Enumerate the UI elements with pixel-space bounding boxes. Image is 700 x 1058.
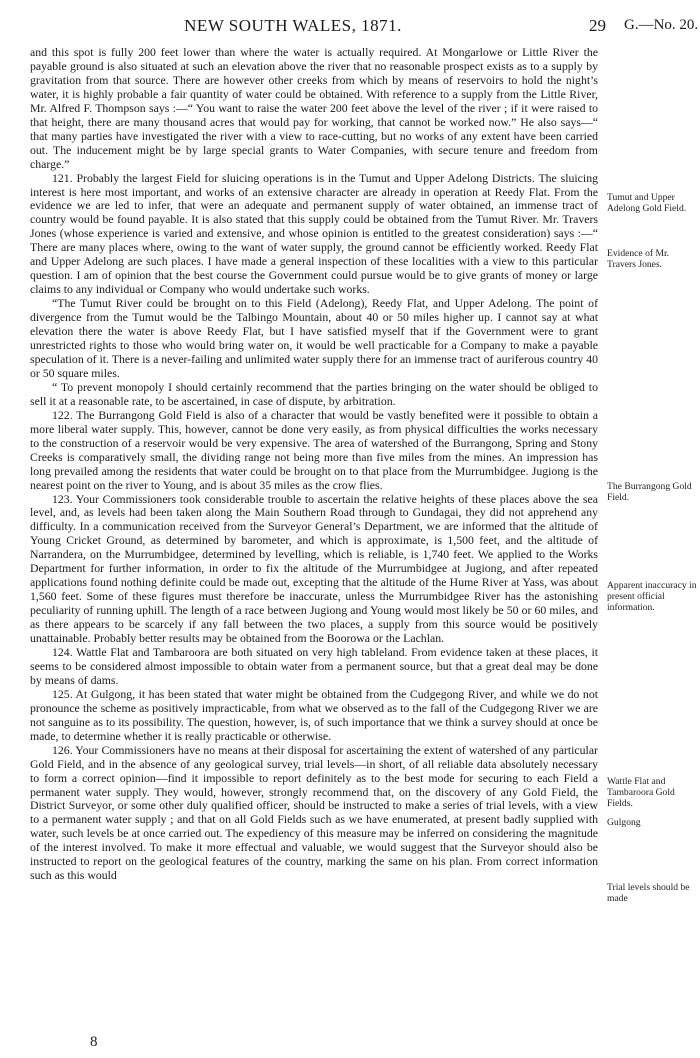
- paragraph-123: 123. Your Commissioners took considerable trouble to ascertain the relative heights of these places above the sea level, and, as levels had been taken along the Main Southern Road through to Gundagai, they did not apprehend any difficulty. In a communication received from the Surveyor General’s Department, we are informed that the altitude of Young Cricket Ground, as determined by barometer, and which is approximate, is 1,500 feet, and the altitude of Narrandera, on the Murrumbidgee, determined by levelling, which is reliable, is 1,740 feet. We applied to the Works Department for further information, in order to fix the altitude of the Murrumbidgee at Jugiong, and after repeated applications found nothing definite could be made out, excepting that the altitude of the Hume River at Yass, was about 1,560 feet. Some of these figures must therefore be inaccurate, unless the Murrumbidgee River has the astonishing peculiarity of running uphill. The length of a race between Jugiong and Young would most likely be 50 or 60 miles, and as there appears to be scarcely if any fall between the two places, a supply from this source would be positively unattainable. Probably better results may be obtained from the Boorowa or the Lachlan.: [30, 491, 598, 646]
- session-paper-number: G.—No. 20.: [624, 17, 699, 33]
- page-header: [0, 0, 700, 40]
- page-number: 29: [589, 16, 606, 35]
- paragraph-121: 121. Probably the largest Field for sluicing operations is in the Tumut and Upper Adelong Districts. The sluicing interest is here most important, and works of an extensive character are already in operation at Reedy Flat. From the evidence we are led to infer, that were an adequate and permanent supply of water obtained, an immense tract of country would be found payable. It is also stated that this supply could be obtained from the Tumut River. Mr. Travers Jones (whose experience is varied and extensive, and whose opinion is entitled to the greatest consideration) says :—“ There are many places where, owing to the want of water supply, the ground cannot be efficiently worked. Reedy Flat and Upper Adelong are such places. I have made a general inspection of these localities with a view to this particular question. I am of opinion that the best course the Government could pursue would be to give grants of money or large claims to any individual or Company who would undertake such works.: [30, 170, 598, 297]
- sidenote-gulgong: Gulgong: [607, 817, 641, 828]
- printer-signature-mark: 8: [90, 1034, 98, 1050]
- running-title: NEW SOUTH WALES, 1871.: [184, 16, 402, 35]
- paragraph-126: 126. Your Commissioners have no means at their disposal for ascertaining the extent of watershed of any particular Gold Field, and in the absence of any geological survey, trial levels—in short, of all reliable data absolutely necessary to form a correct opinion—find it impossible to report definitely as to the best mode for securing to each Field a permanent water supply. They would, however, strongly recommend that, on the discovery of any Gold Field, the District Surveyor, or some other duly qualified officer, should be instructed to make a series of trial levels, with a view to a permanent water supply ; and that on all Gold Fields such as we have enumerated, at present badly supplied with water, such levels be at once carried out. The expediency of this measure may be inferred on considering the magnitude of the interest involved. To make it more effectual and valuable, we would suggest that the Surveyor should also be instructed to report on the geological features of the country, marking the same on his plan. From correct information such as this would: [30, 742, 598, 883]
- paragraph-121-quote-2: “ To prevent monopoly I should certainly recommend that the parties bringing on the water should be obliged to sell it at a reasonable rate, to be ascertained, in case of dispute, by arbitration.: [30, 379, 598, 408]
- sidenote-burrangong: The Burrangong Gold Field.: [607, 481, 692, 503]
- report-body: [30, 46, 598, 883]
- sidenote-travers-jones: Evidence of Mr. Travers Jones.: [607, 248, 670, 270]
- sidenote-tumut-upper-adelong: Tumut and Upper Adelong Gold Field.: [607, 192, 687, 214]
- paragraph-122: 122. The Burrangong Gold Field is also of a character that would be vastly benefited were it possible to obtain a more liberal water supply. This, however, cannot be done very easily, as from physical difficulties the works necessary to the construction of a reservoir would be very expensive. The area of watershed of the Burrangong, Spring and Stony Creeks is comparatively small, the dividing range not being more than five miles from the mines. An impression has long prevailed among the residents that water could be brought on to that place from the Murrumbidgee. Jugiong is the nearest point on the river to Young, and is about 35 miles as the crow flies.: [30, 407, 598, 492]
- paragraph-125: 125. At Gulgong, it has been stated that water might be obtained from the Cudgegong River, and while we do not pronounce the scheme as positively impracticable, from what we observed as to the fall of the Cudgegong River we are not sanguine as to its possibility. The question, however, is, of such importance that we think a survey should at once be made, to determine whether it is really practicable or otherwise.: [30, 686, 598, 743]
- paragraph-120-continued: and this spot is fully 200 feet lower than where the water is actually required. At Mongarlowe or Little River the payable ground is also situated at such an elevation above the river that no reasonable prospect exists as to a supply by gravitation from that source. There are however other creeks from which by means of reservoirs to hold the night’s water, it is highly probable a fair quantity of water could be obtained. With reference to a supply from the Little River, Mr. Alfred F. Thompson says :—“ You want to raise the water 200 feet above the level of the river ; if it were raised to that height, there are many thousand acres that would pay for working, that cannot be worked now.” He also says—“ that many parties have investigated the river with a view to race-cutting, but no works of any extent have been carried out. The inducement might be by large special grants to Water Companies, with secure tenure and freedom from charge.”: [30, 45, 598, 171]
- sidenote-apparent-inaccuracy: Apparent inaccuracy in present official information.: [607, 580, 697, 613]
- sidenote-trial-levels: Trial levels should be made: [607, 882, 690, 904]
- sidenote-wattle-flat: Wattle Flat and Tambaroora Gold Fields.: [607, 776, 675, 809]
- paragraph-124: 124. Wattle Flat and Tambaroora are both situated on very high tableland. From evidence taken at these places, it seems to be considered almost impossible to obtain water from a permanent source, but that a great deal may be done by means of dams.: [30, 644, 598, 687]
- paragraph-121-quote-1: “The Tumut River could be brought on to this Field (Adelong), Reedy Flat, and Upper Adelong. The point of divergence from the Tumut would be the Talbingo Mountain, about 40 or 50 miles higher up. I cannot say at what elevation there the water is above Reedy Flat, but I have satisfied myself that if the Government were to grant unrestricted rights to those who would bring water on, it would be well practicable for a Company to make a payable speculation of it. There is a never-failing and unlimited water supply there for an immense tract of auriferous country 40 or 50 square miles.: [30, 296, 598, 380]
